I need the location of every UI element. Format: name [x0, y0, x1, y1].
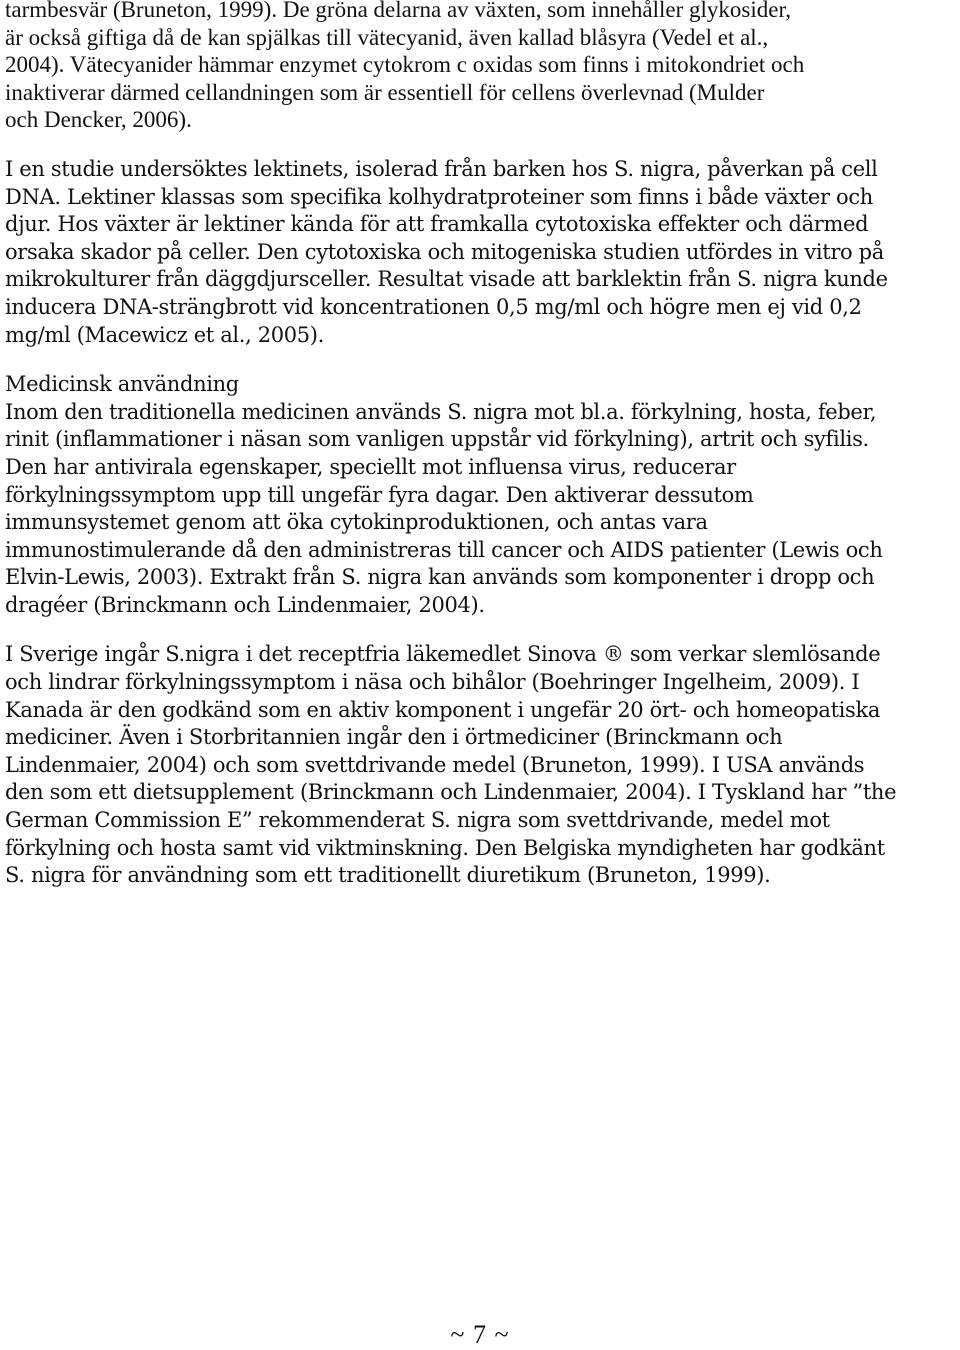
- section-heading-medicinsk-anvandning: Medicinsk användning: [5, 372, 239, 397]
- paragraph-lectin-study: I en studie undersöktes lektinets, isolerad från barken hos S. nigra, påverkan på cell DNA. Lektiner klassas som specifika kolhydratproteiner som finns i både växter och djur. Hos växter är lektiner kända för att framkalla cytotoxiska effekter och därmed orsaka skador på celler. Den cytotoxiska och mitogeniska studien utfördes in vitro på mikrokulturer från däggdjursceller. Resultat visade att barklektin från S. nigra kunde inducera DNA-strängbrott vid koncentrationen 0,5 mg/ml och högre men ej vid 0,2 mg/ml (Macewicz et al., 2005).: [5, 156, 888, 347]
- document-page: [5, 0, 960, 890]
- paragraph-toxicity: tarmbesvär (Bruneton, 1999). De gröna delarna av växten, som innehåller glykosider, är också giftiga då de kan spjälkas till vätecyanid, även kallad blåsyra (Vedel et al., 2004). Vätecyanider hämmar enzymet cytokrom c oxidas som finns i mitokondriet och inaktiverar därmed cellandningen som är essentiell för cellens överlevnad (Mulder och Dencker, 2006).: [5, 0, 805, 133]
- page-number: ~ 7 ~: [450, 1320, 510, 1349]
- paragraph-sweden-and-abroad: I Sverige ingår S.nigra i det receptfria läkemedlet Sinova ® som verkar slemlösande och lindrar förkylningssymptom i näsa och bihålor (Boehringer Ingelheim, 2009). I Kanada är den godkänd som en aktiv komponent i ungefär 20 ört- och homeopatiska mediciner. Även i Storbritannien ingår den i örtmediciner (Brinckmann och Lindenmaier, 2004) och som svettdrivande medel (Bruneton, 1999). I USA används den som ett dietsupplement (Brinckmann och Lindenmaier, 2004). I Tyskland har ”the German Commission E” rekommenderat S. nigra som svettdrivande, medel mot förkylning och hosta samt vid viktminskning. Den Belgiska myndigheten har godkänt S. nigra för användning som ett traditionellt diuretikum (Bruneton, 1999).: [5, 642, 897, 888]
- paragraph-traditional-medicine: Inom den traditionella medicinen används S. nigra mot bl.a. förkylning, hosta, feber, rinit (inflammationer i näsan som vanligen uppstår vid förkylning), artrit och syfilis. Den har antivirala egenskaper, speciellt mot influensa virus, reducerar förkylningssymptom upp till ungefär fyra dagar. Den aktiverar dessutom immunsystemet genom att öka cytokinproduktionen, och antas vara immunostimulerande då den administreras till cancer och AIDS patienter (Lewis och Elvin-Lewis, 2003). Extrakt från S. nigra kan används som komponenter i dropp och dragéer (Brinckmann och Lindenmaier, 2004).: [5, 399, 883, 617]
